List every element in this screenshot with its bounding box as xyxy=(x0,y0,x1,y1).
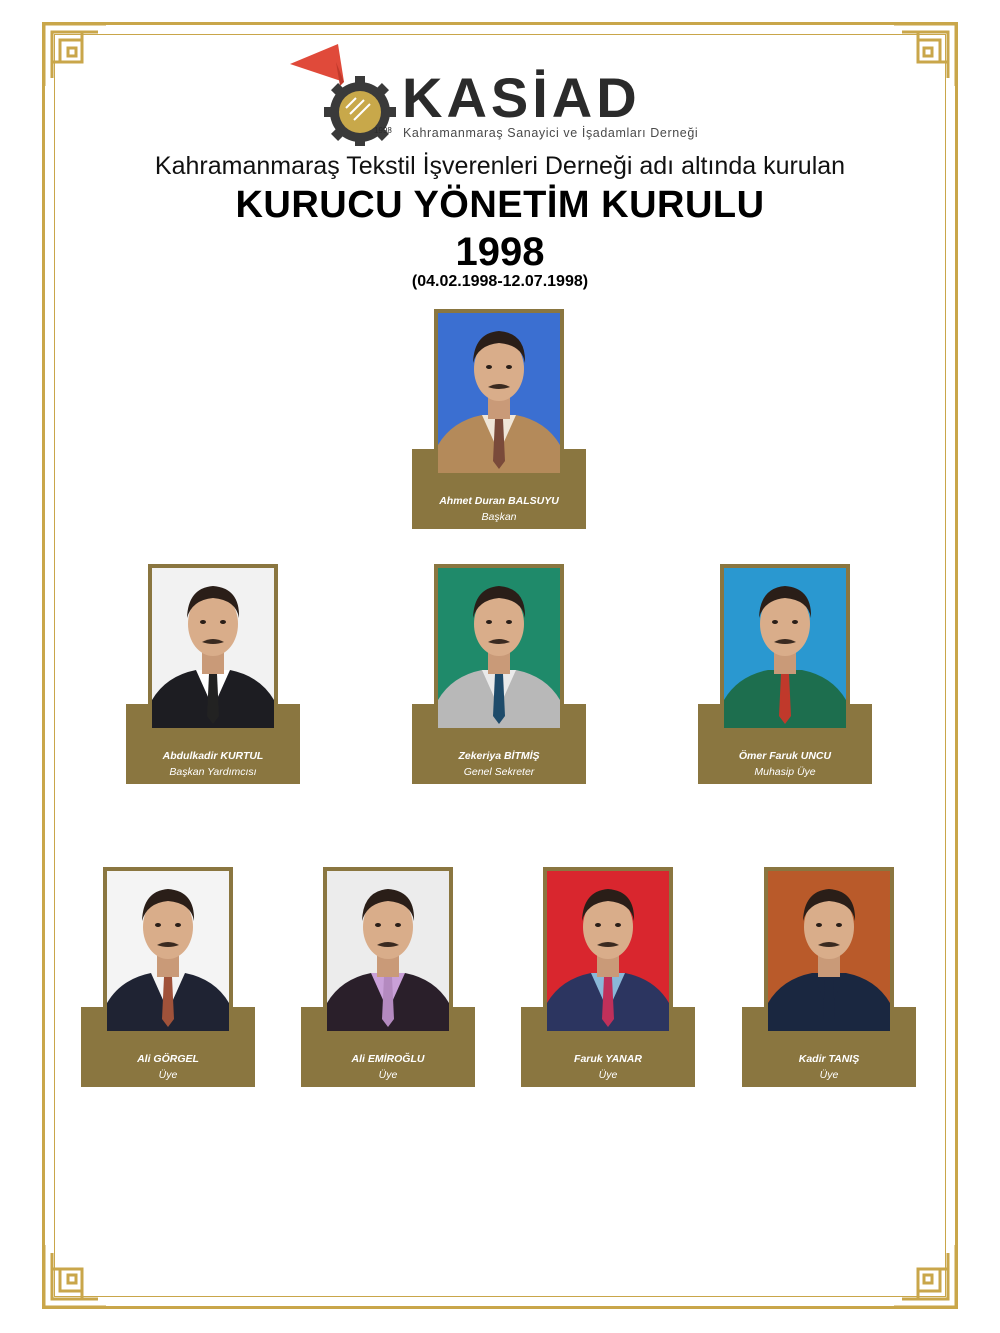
page-subtitle: Kahramanmaraş Tekstil İşverenleri Derneği adı altında kurulan xyxy=(154,152,846,180)
member-role: Üye xyxy=(598,1069,618,1081)
brand-subtitle: Kahramanmaraş Sanayici ve İşadamları Derneği xyxy=(403,126,699,140)
portrait-photo xyxy=(327,871,449,1031)
photo-frame xyxy=(323,867,453,1035)
member-role: Başkan xyxy=(481,511,517,523)
page-title: KURUCU YÖNETİM KURULU xyxy=(235,184,765,226)
member-role: Üye xyxy=(819,1069,839,1081)
member-card xyxy=(698,564,872,784)
member-card xyxy=(742,867,916,1087)
corner-ornament-bottom-right-icon xyxy=(892,1243,958,1309)
logo-year: 1998 xyxy=(374,126,392,135)
member-card xyxy=(301,867,475,1087)
member-role: Başkan Yardımcısı xyxy=(169,766,257,778)
portrait-photo xyxy=(107,871,229,1031)
photo-frame xyxy=(434,564,564,732)
member-role: Üye xyxy=(158,1069,178,1081)
member-card xyxy=(412,309,586,529)
photo-frame xyxy=(148,564,278,732)
portrait-photo xyxy=(724,568,846,728)
corner-ornament-bottom-left-icon xyxy=(42,1243,108,1309)
member-name: Ömer Faruk UNCU xyxy=(738,750,832,762)
page-year: 1998 xyxy=(455,230,545,274)
corner-ornament-top-left-icon xyxy=(42,22,108,88)
portrait-photo xyxy=(152,568,274,728)
member-role: Muhasip Üye xyxy=(754,766,816,778)
photo-frame xyxy=(764,867,894,1035)
member-card xyxy=(81,867,255,1087)
member-name: Abdulkadir KURTUL xyxy=(162,750,264,762)
portrait-photo xyxy=(438,568,560,728)
member-name: Faruk YANAR xyxy=(574,1053,642,1065)
member-card xyxy=(521,867,695,1087)
member-card xyxy=(412,564,586,784)
photo-frame xyxy=(103,867,233,1035)
portrait-photo xyxy=(547,871,669,1031)
corner-ornament-top-right-icon xyxy=(892,22,958,88)
member-name: Zekeriya BİTMİŞ xyxy=(458,750,540,762)
term-dates: (04.02.1998-12.07.1998) xyxy=(411,273,589,290)
photo-frame xyxy=(434,309,564,477)
member-name: Kadir TANIŞ xyxy=(798,1053,860,1065)
member-name: Ahmet Duran BALSUYU xyxy=(439,495,559,507)
photo-frame xyxy=(543,867,673,1035)
member-card xyxy=(126,564,300,784)
member-name: Ali EMİROĞLU xyxy=(351,1053,425,1065)
photo-frame xyxy=(720,564,850,732)
member-role: Üye xyxy=(378,1069,398,1081)
portrait-photo xyxy=(438,313,560,473)
member-role: Genel Sekreter xyxy=(463,766,535,778)
portrait-photo xyxy=(768,871,890,1031)
member-name: Ali GÖRGEL xyxy=(137,1053,199,1065)
brand-name: KASİAD xyxy=(402,66,641,129)
